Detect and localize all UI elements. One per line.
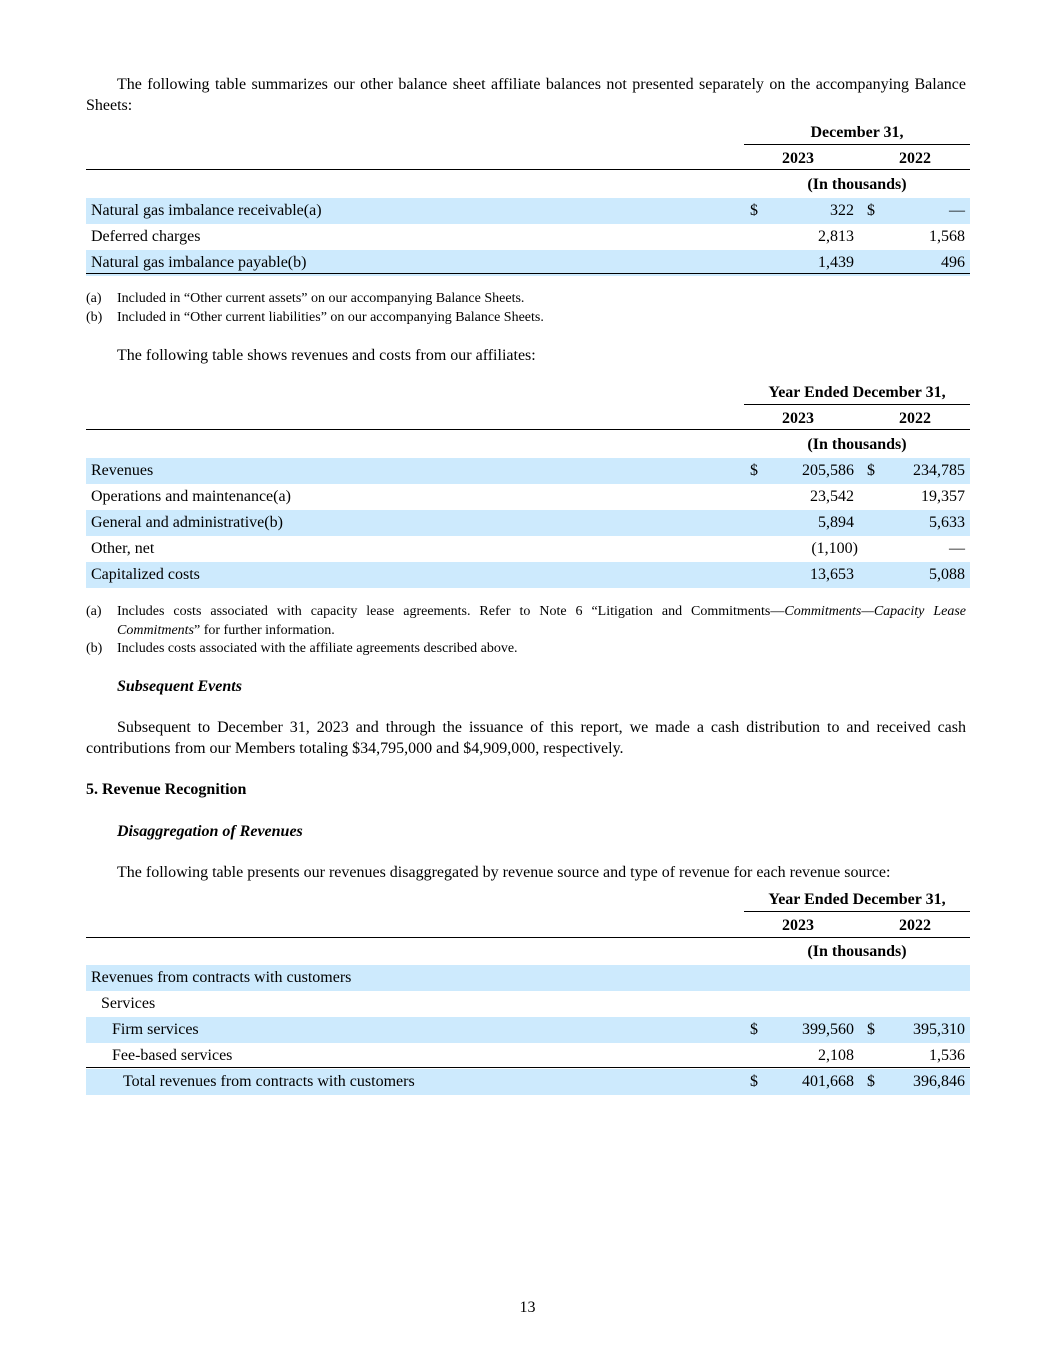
intro-paragraph-affiliates: The following table shows revenues and costs from our affiliates: [117, 347, 536, 364]
table-header-years [86, 913, 970, 939]
affiliate-balances-table [86, 120, 970, 276]
units-label: (In thousands) [807, 436, 907, 453]
dollar-sign: $ [867, 1073, 875, 1090]
footnote-mark: (b) [86, 310, 103, 325]
table-row [86, 536, 970, 562]
footnote-a [86, 602, 966, 640]
table-header-period [86, 380, 970, 406]
period-header: Year Ended December 31, [768, 891, 946, 908]
footnote-a [86, 289, 966, 308]
footnote-mark: (b) [86, 641, 103, 656]
row-label: Total revenues from contracts with customers [123, 1073, 415, 1090]
units-label: (In thousands) [807, 943, 907, 960]
period-header: December 31, [810, 124, 904, 141]
dollar-sign: $ [867, 1021, 875, 1038]
col-2022: 2022 [899, 917, 931, 934]
footnote-text: Included in “Other current assets” on our accompanying Balance Sheets. [117, 291, 525, 306]
value-2022: 396,846 [913, 1073, 965, 1090]
value-2023: 13,653 [810, 566, 854, 583]
col-2023: 2023 [782, 150, 814, 167]
col-2022: 2022 [899, 410, 931, 427]
value-2023: 205,586 [802, 462, 854, 479]
table-row [86, 224, 970, 250]
value-2022: 5,633 [929, 514, 965, 531]
value-2022: 496 [941, 254, 965, 271]
footnote-text: Included in “Other current liabilities” on our accompanying Balance Sheets. [117, 310, 544, 325]
footnote-text: Includes costs associated with the affiliate agreements described above. [117, 641, 518, 656]
period-header: Year Ended December 31, [768, 384, 946, 401]
row-label: Capitalized costs [91, 566, 200, 583]
table-row [86, 965, 970, 991]
units-row [86, 939, 970, 965]
row-label: Services [101, 995, 156, 1012]
row-label: Fee-based services [112, 1047, 233, 1064]
footnote-mark: (a) [86, 604, 102, 619]
table-row [86, 458, 970, 484]
footnote-text-start: Includes costs associated with capacity lease agreements. Refer to Note 6 “Litigation and Commitments— [117, 604, 785, 619]
table-row [86, 484, 970, 510]
footnote-text-italic: Commitments—Capacity Lease Commitments [117, 604, 966, 638]
subsequent-events-paragraph: Subsequent to December 31, 2023 and through the issuance of this report, we made a cash distribution to and received cash contributions from our Members totaling $34,795,000 and $4,909,000, respectively. [86, 719, 966, 757]
row-label: Revenues [91, 462, 154, 479]
col-2023: 2023 [782, 410, 814, 427]
footnote-text-end: ” for further information. [194, 623, 335, 638]
table-row [86, 510, 970, 536]
disaggregation-heading: Disaggregation of Revenues [117, 823, 303, 840]
value-2023: 5,894 [818, 514, 854, 531]
table-row [86, 562, 970, 588]
footnote-b [86, 639, 966, 658]
value-2023: 23,542 [810, 488, 854, 505]
value-2022: 19,357 [921, 488, 965, 505]
value-2022: 1,568 [929, 228, 965, 245]
page-number: 13 [519, 1299, 536, 1316]
value-2022: — [949, 540, 965, 557]
value-2023: 1,439 [818, 254, 854, 271]
footnote-mark: (a) [86, 291, 102, 306]
value-2023: 2,108 [818, 1047, 854, 1064]
affiliate-revenues-costs-table [86, 380, 970, 588]
value-2022: 5,088 [929, 566, 965, 583]
dollar-sign: $ [867, 202, 875, 219]
row-label: Revenues from contracts with customers [91, 969, 352, 986]
row-label: Operations and maintenance(a) [91, 488, 291, 505]
dollar-sign: $ [750, 1021, 758, 1038]
dollar-sign: $ [750, 1073, 758, 1090]
dollar-sign: $ [867, 462, 875, 479]
value-2022: — [949, 202, 965, 219]
row-label: Other, net [91, 540, 155, 557]
footnote-b [86, 308, 966, 327]
value-2022: 234,785 [913, 462, 965, 479]
table-row [86, 198, 970, 224]
intro-paragraph-balance-sheet: The following table summarizes our other balance sheet affiliate balances not presented separately on the accompanying Balance Sheets: [86, 76, 966, 114]
row-label: Natural gas imbalance payable(b) [91, 254, 307, 271]
table-row [86, 1043, 970, 1069]
total-row [86, 1069, 970, 1095]
table-header-period [86, 887, 970, 913]
row-label: Natural gas imbalance receivable(a) [91, 202, 322, 219]
subsequent-events-heading: Subsequent Events [117, 678, 242, 695]
row-label: Deferred charges [91, 228, 201, 245]
dollar-sign: $ [750, 202, 758, 219]
col-2022: 2022 [899, 150, 931, 167]
table-row [86, 991, 970, 1017]
revenue-disaggregation-table [86, 887, 970, 1095]
value-2022: 395,310 [913, 1021, 965, 1038]
row-label: General and administrative(b) [91, 514, 283, 531]
col-2023: 2023 [782, 917, 814, 934]
units-row [86, 432, 970, 458]
row-label: Firm services [112, 1021, 199, 1038]
table-header-period [86, 120, 970, 146]
units-label: (In thousands) [807, 176, 907, 193]
dollar-sign: $ [750, 462, 758, 479]
value-2023: 399,560 [802, 1021, 854, 1038]
value-2023: 401,668 [802, 1073, 854, 1090]
table-row [86, 1017, 970, 1043]
value-2023: (1,100) [811, 540, 858, 557]
units-row [86, 172, 970, 198]
intro-paragraph-disaggregation: The following table presents our revenues disaggregated by revenue source and type of revenue for each revenue source: [117, 864, 891, 881]
value-2023: 322 [830, 202, 854, 219]
value-2023: 2,813 [818, 228, 854, 245]
section-heading: 5. Revenue Recognition [86, 781, 247, 798]
footnote-text [117, 602, 966, 640]
value-2022: 1,536 [929, 1047, 965, 1064]
